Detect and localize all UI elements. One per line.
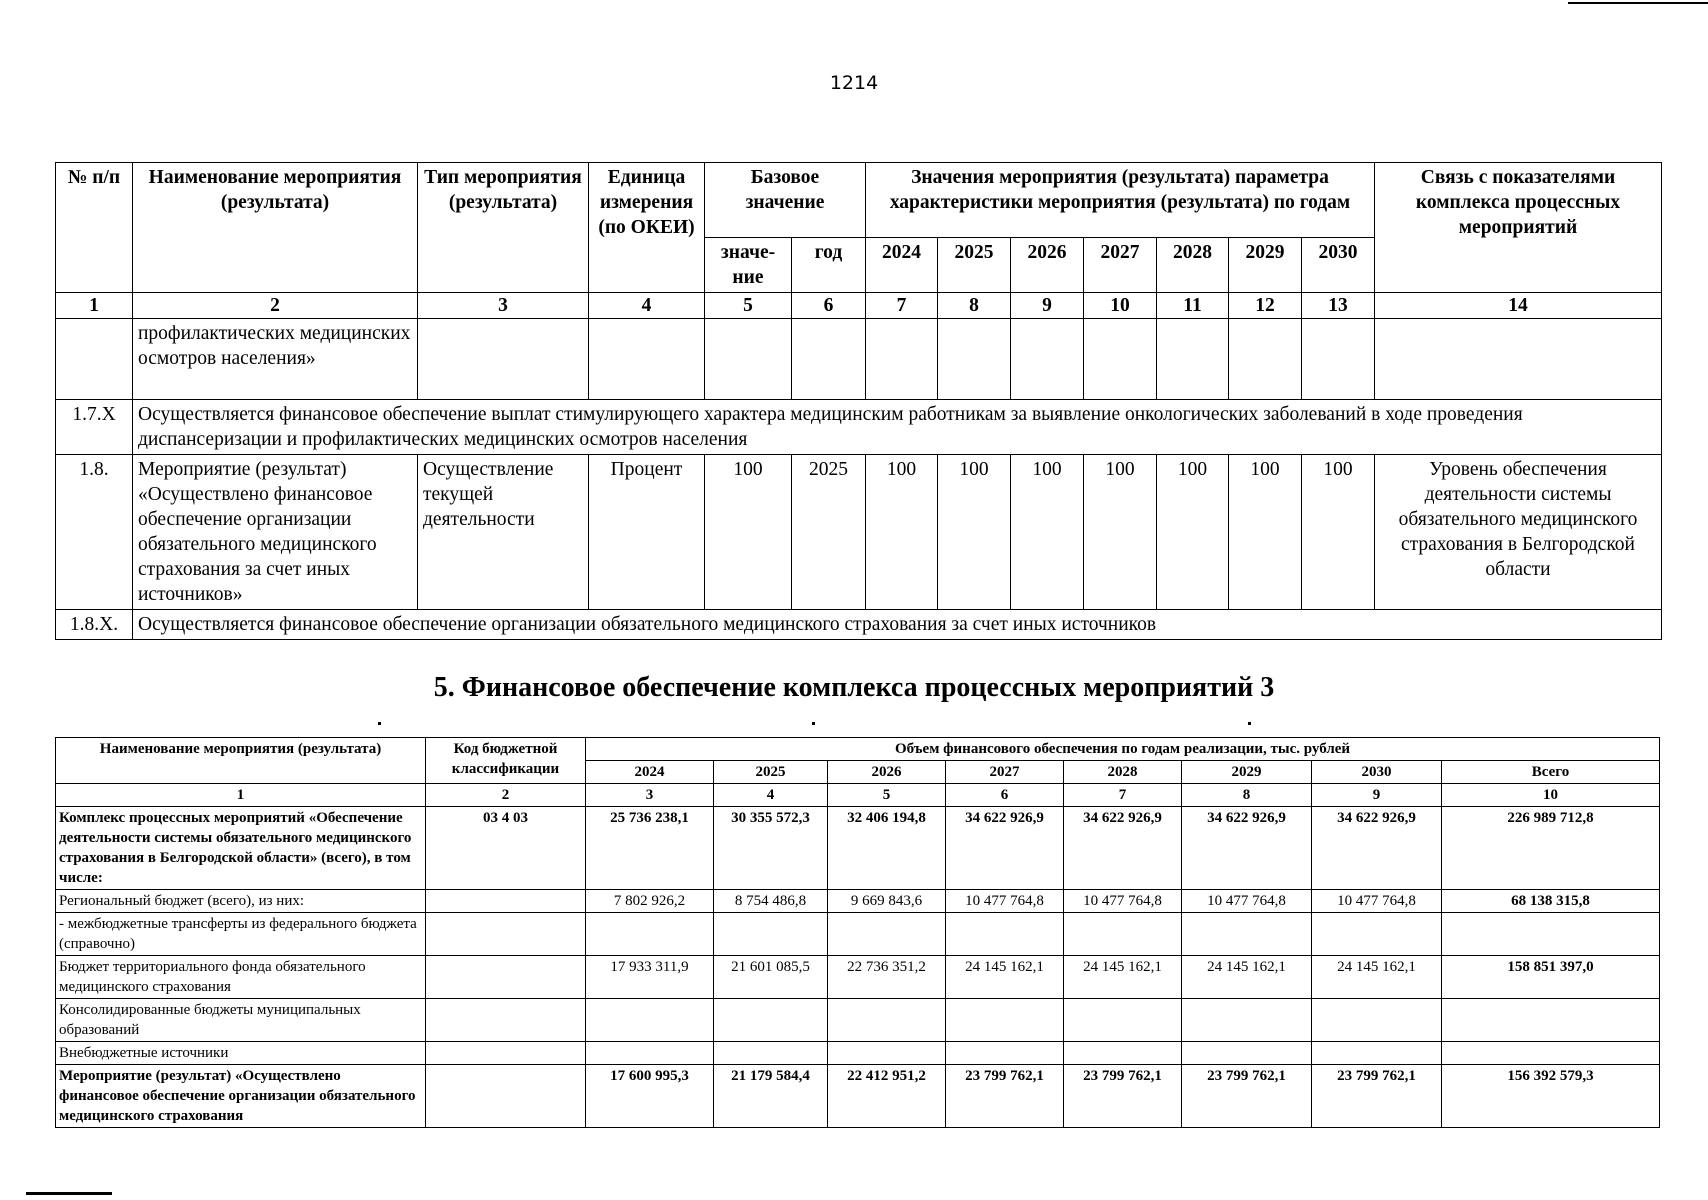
finance-row-value [1312,999,1442,1042]
col-number: 5 [828,784,946,807]
finance-row-value: 32 406 194,8 [828,807,946,890]
row-value: 100 [938,455,1011,610]
finance-row-code: 03 4 03 [426,807,586,890]
scan-dot [812,722,815,725]
finance-row-name: Консолидированные бюджеты муниципальных образований [56,999,426,1042]
finance-row-name: Комплекс процессных мероприятий «Обеспечение деятельности системы обязательного медицинского страхования в Белгородской области» (всего), в том числе: [56,807,426,890]
finance-row-code [426,1065,586,1128]
finance-row-total: 68 138 315,8 [1442,890,1660,913]
finance-row-value [586,999,714,1042]
scan-edge-line [1568,2,1708,4]
header-year: 2025 [938,238,1011,293]
finance-row-total: 156 392 579,3 [1442,1065,1660,1128]
header-year: 2028 [1157,238,1229,293]
finance-row-value [1312,913,1442,956]
finance-row-value [946,1042,1064,1065]
finance-row-value: 24 145 162,1 [1182,956,1312,999]
finance-row-value: 30 355 572,3 [714,807,828,890]
finance-row-name: Бюджет территориального фонда обязательного медицинского страхования [56,956,426,999]
finance-row [56,1065,1660,1128]
header-name: Наименование мероприятия (результата) [133,163,418,293]
finance-row-name: Внебюджетные источники [56,1042,426,1065]
row-link: Уровень обеспечения деятельности системы обязательного медицинского страхования в Белгородской области [1375,455,1662,610]
header-unit: Единица измерения (по ОКЕИ) [589,163,705,293]
finance-row-value [828,1042,946,1065]
finance-row-value [586,1042,714,1065]
finance-row-value [1064,913,1182,956]
finance-row-value [1182,913,1312,956]
col-number: 1 [56,784,426,807]
finance-row-value: 24 145 162,1 [946,956,1064,999]
col-number: 3 [418,293,589,319]
col-number: 10 [1442,784,1660,807]
col-number: 10 [1084,293,1157,319]
row-num: 1.7.X [56,400,133,455]
header-base: Базовое значение [705,163,866,238]
finance-row-value: 23 799 762,1 [1182,1065,1312,1128]
finance-header-year: 2028 [1064,761,1182,784]
finance-row-value [714,999,828,1042]
row-value: 100 [1302,455,1375,610]
finance-header-year: 2029 [1182,761,1312,784]
finance-row-value: 10 477 764,8 [1182,890,1312,913]
finance-row-name: - межбюджетные трансферты из федерального бюджета (справочно) [56,913,426,956]
activities-table [55,162,1662,640]
finance-row-value [946,913,1064,956]
scan-dot [378,722,381,725]
finance-row-value: 22 736 351,2 [828,956,946,999]
row-value: 100 [1229,455,1302,610]
row-text: Осуществляется финансовое обеспечение выплат стимулирующего характера медицинским работникам за выявление онкологических заболеваний в ходе проведения диспансеризации и профилактических медицинских осмотров населения [133,400,1662,455]
row-type: Осуществление текущей деятельности [418,455,589,610]
header-year: 2029 [1229,238,1302,293]
row-base-year: 2025 [792,455,866,610]
finance-table [55,737,1660,1128]
finance-row-code [426,956,586,999]
col-number: 6 [946,784,1064,807]
col-number: 12 [1229,293,1302,319]
finance-row-value: 21 601 085,5 [714,956,828,999]
finance-row-value: 34 622 926,9 [946,807,1064,890]
finance-header-volume: Объем финансового обеспечения по годам реализации, тыс. рублей [586,738,1660,761]
col-number: 4 [589,293,705,319]
finance-row-value [1182,1042,1312,1065]
finance-row-value: 23 799 762,1 [1312,1065,1442,1128]
section-title: 5. Финансовое обеспечение комплекса процессных мероприятий 3 [433,672,1275,703]
row-base-value: 100 [705,455,792,610]
finance-row [56,913,1660,956]
finance-row-value: 7 802 926,2 [586,890,714,913]
finance-row-total: 226 989 712,8 [1442,807,1660,890]
col-number: 2 [133,293,418,319]
col-number: 6 [792,293,866,319]
header-year: 2030 [1302,238,1375,293]
col-number: 14 [1375,293,1662,319]
finance-header-year: 2025 [714,761,828,784]
finance-row [56,890,1660,913]
finance-row-value: 24 145 162,1 [1312,956,1442,999]
finance-row-value: 17 933 311,9 [586,956,714,999]
col-number: 9 [1011,293,1084,319]
finance-header-year: 2030 [1312,761,1442,784]
finance-row-value [946,999,1064,1042]
row-unit: Процент [589,455,705,610]
finance-row-name: Мероприятие (результат) «Осуществлено финансовое обеспечение организации обязательного медицинского страхования [56,1065,426,1128]
scan-edge-line [26,1192,112,1195]
finance-header-name: Наименование мероприятия (результата) [56,738,426,784]
col-number: 9 [1312,784,1442,807]
finance-row-value [1064,1042,1182,1065]
finance-row-value [828,913,946,956]
row-value: 100 [1011,455,1084,610]
col-number: 8 [938,293,1011,319]
header-base-year: год [792,238,866,293]
finance-row-value [828,999,946,1042]
finance-row-value: 34 622 926,9 [1312,807,1442,890]
finance-row-value: 22 412 951,2 [828,1065,946,1128]
finance-row-total [1442,913,1660,956]
row-value: 100 [1157,455,1229,610]
header-link: Связь с показателями комплекса процессных мероприятий [1375,163,1662,293]
col-number: 7 [1064,784,1182,807]
finance-row-value: 17 600 995,3 [586,1065,714,1128]
header-year: 2027 [1084,238,1157,293]
header-year: 2024 [866,238,938,293]
finance-row-value: 10 477 764,8 [946,890,1064,913]
finance-header-total: Всего [1442,761,1660,784]
finance-row-value [586,913,714,956]
finance-row-name: Региональный бюджет (всего), из них: [56,890,426,913]
finance-header-year: 2024 [586,761,714,784]
finance-row-total: 158 851 397,0 [1442,956,1660,999]
row-text: Осуществляется финансовое обеспечение организации обязательного медицинского страхования за счет иных источников [133,610,1662,640]
finance-row-code [426,913,586,956]
col-number: 4 [714,784,828,807]
row-num: 1.8. [56,455,133,610]
finance-row-value [1064,999,1182,1042]
col-number: 2 [426,784,586,807]
table-row [56,455,1662,610]
finance-header-year: 2026 [828,761,946,784]
table-row [56,610,1662,640]
finance-row-value: 25 736 238,1 [586,807,714,890]
header-row [56,163,1662,238]
finance-header-row [56,738,1660,761]
page-number: 1214 [829,72,879,94]
finance-row-value [1312,1042,1442,1065]
finance-row [56,1042,1660,1065]
row-value: 100 [1084,455,1157,610]
table-row [56,319,1662,400]
header-base-value: значе-ние [705,238,792,293]
finance-row-value: 8 754 486,8 [714,890,828,913]
finance-row-code [426,890,586,913]
finance-row-total [1442,999,1660,1042]
column-numbers-row [56,293,1662,319]
col-number: 1 [56,293,133,319]
finance-row [56,999,1660,1042]
finance-header-code: Код бюджетной классификации [426,738,586,784]
table-row [56,400,1662,455]
finance-row-value: 21 179 584,4 [714,1065,828,1128]
col-number: 11 [1157,293,1229,319]
row-name: профилактических медицинских осмотров населения» [133,319,418,400]
finance-row-value [714,913,828,956]
header-num: № п/п [56,163,133,293]
finance-row-value: 34 622 926,9 [1182,807,1312,890]
row-value: 100 [866,455,938,610]
col-number: 7 [866,293,938,319]
finance-row-code [426,1042,586,1065]
finance-row-value: 10 477 764,8 [1312,890,1442,913]
finance-row-code [426,999,586,1042]
finance-row-value: 23 799 762,1 [1064,1065,1182,1128]
col-number: 8 [1182,784,1312,807]
finance-row-value [1182,999,1312,1042]
row-num: 1.8.X. [56,610,133,640]
col-number: 3 [586,784,714,807]
finance-row [56,807,1660,890]
finance-row-value [714,1042,828,1065]
finance-row-total [1442,1042,1660,1065]
header-values: Значения мероприятия (результата) параметра характеристики мероприятия (результата) по годам [866,163,1375,238]
scan-dot [1248,722,1251,725]
row-name: Мероприятие (результат) «Осуществлено финансовое обеспечение организации обязательного медицинского страхования за счет иных источников» [133,455,418,610]
col-number: 13 [1302,293,1375,319]
finance-row-value: 9 669 843,6 [828,890,946,913]
finance-row [56,956,1660,999]
finance-header-year: 2027 [946,761,1064,784]
finance-row-value: 23 799 762,1 [946,1065,1064,1128]
finance-row-value: 34 622 926,9 [1064,807,1182,890]
header-year: 2026 [1011,238,1084,293]
col-number: 5 [705,293,792,319]
finance-row-value: 10 477 764,8 [1064,890,1182,913]
header-type: Тип мероприятия (результата) [418,163,589,293]
finance-column-numbers-row [56,784,1660,807]
finance-row-value: 24 145 162,1 [1064,956,1182,999]
